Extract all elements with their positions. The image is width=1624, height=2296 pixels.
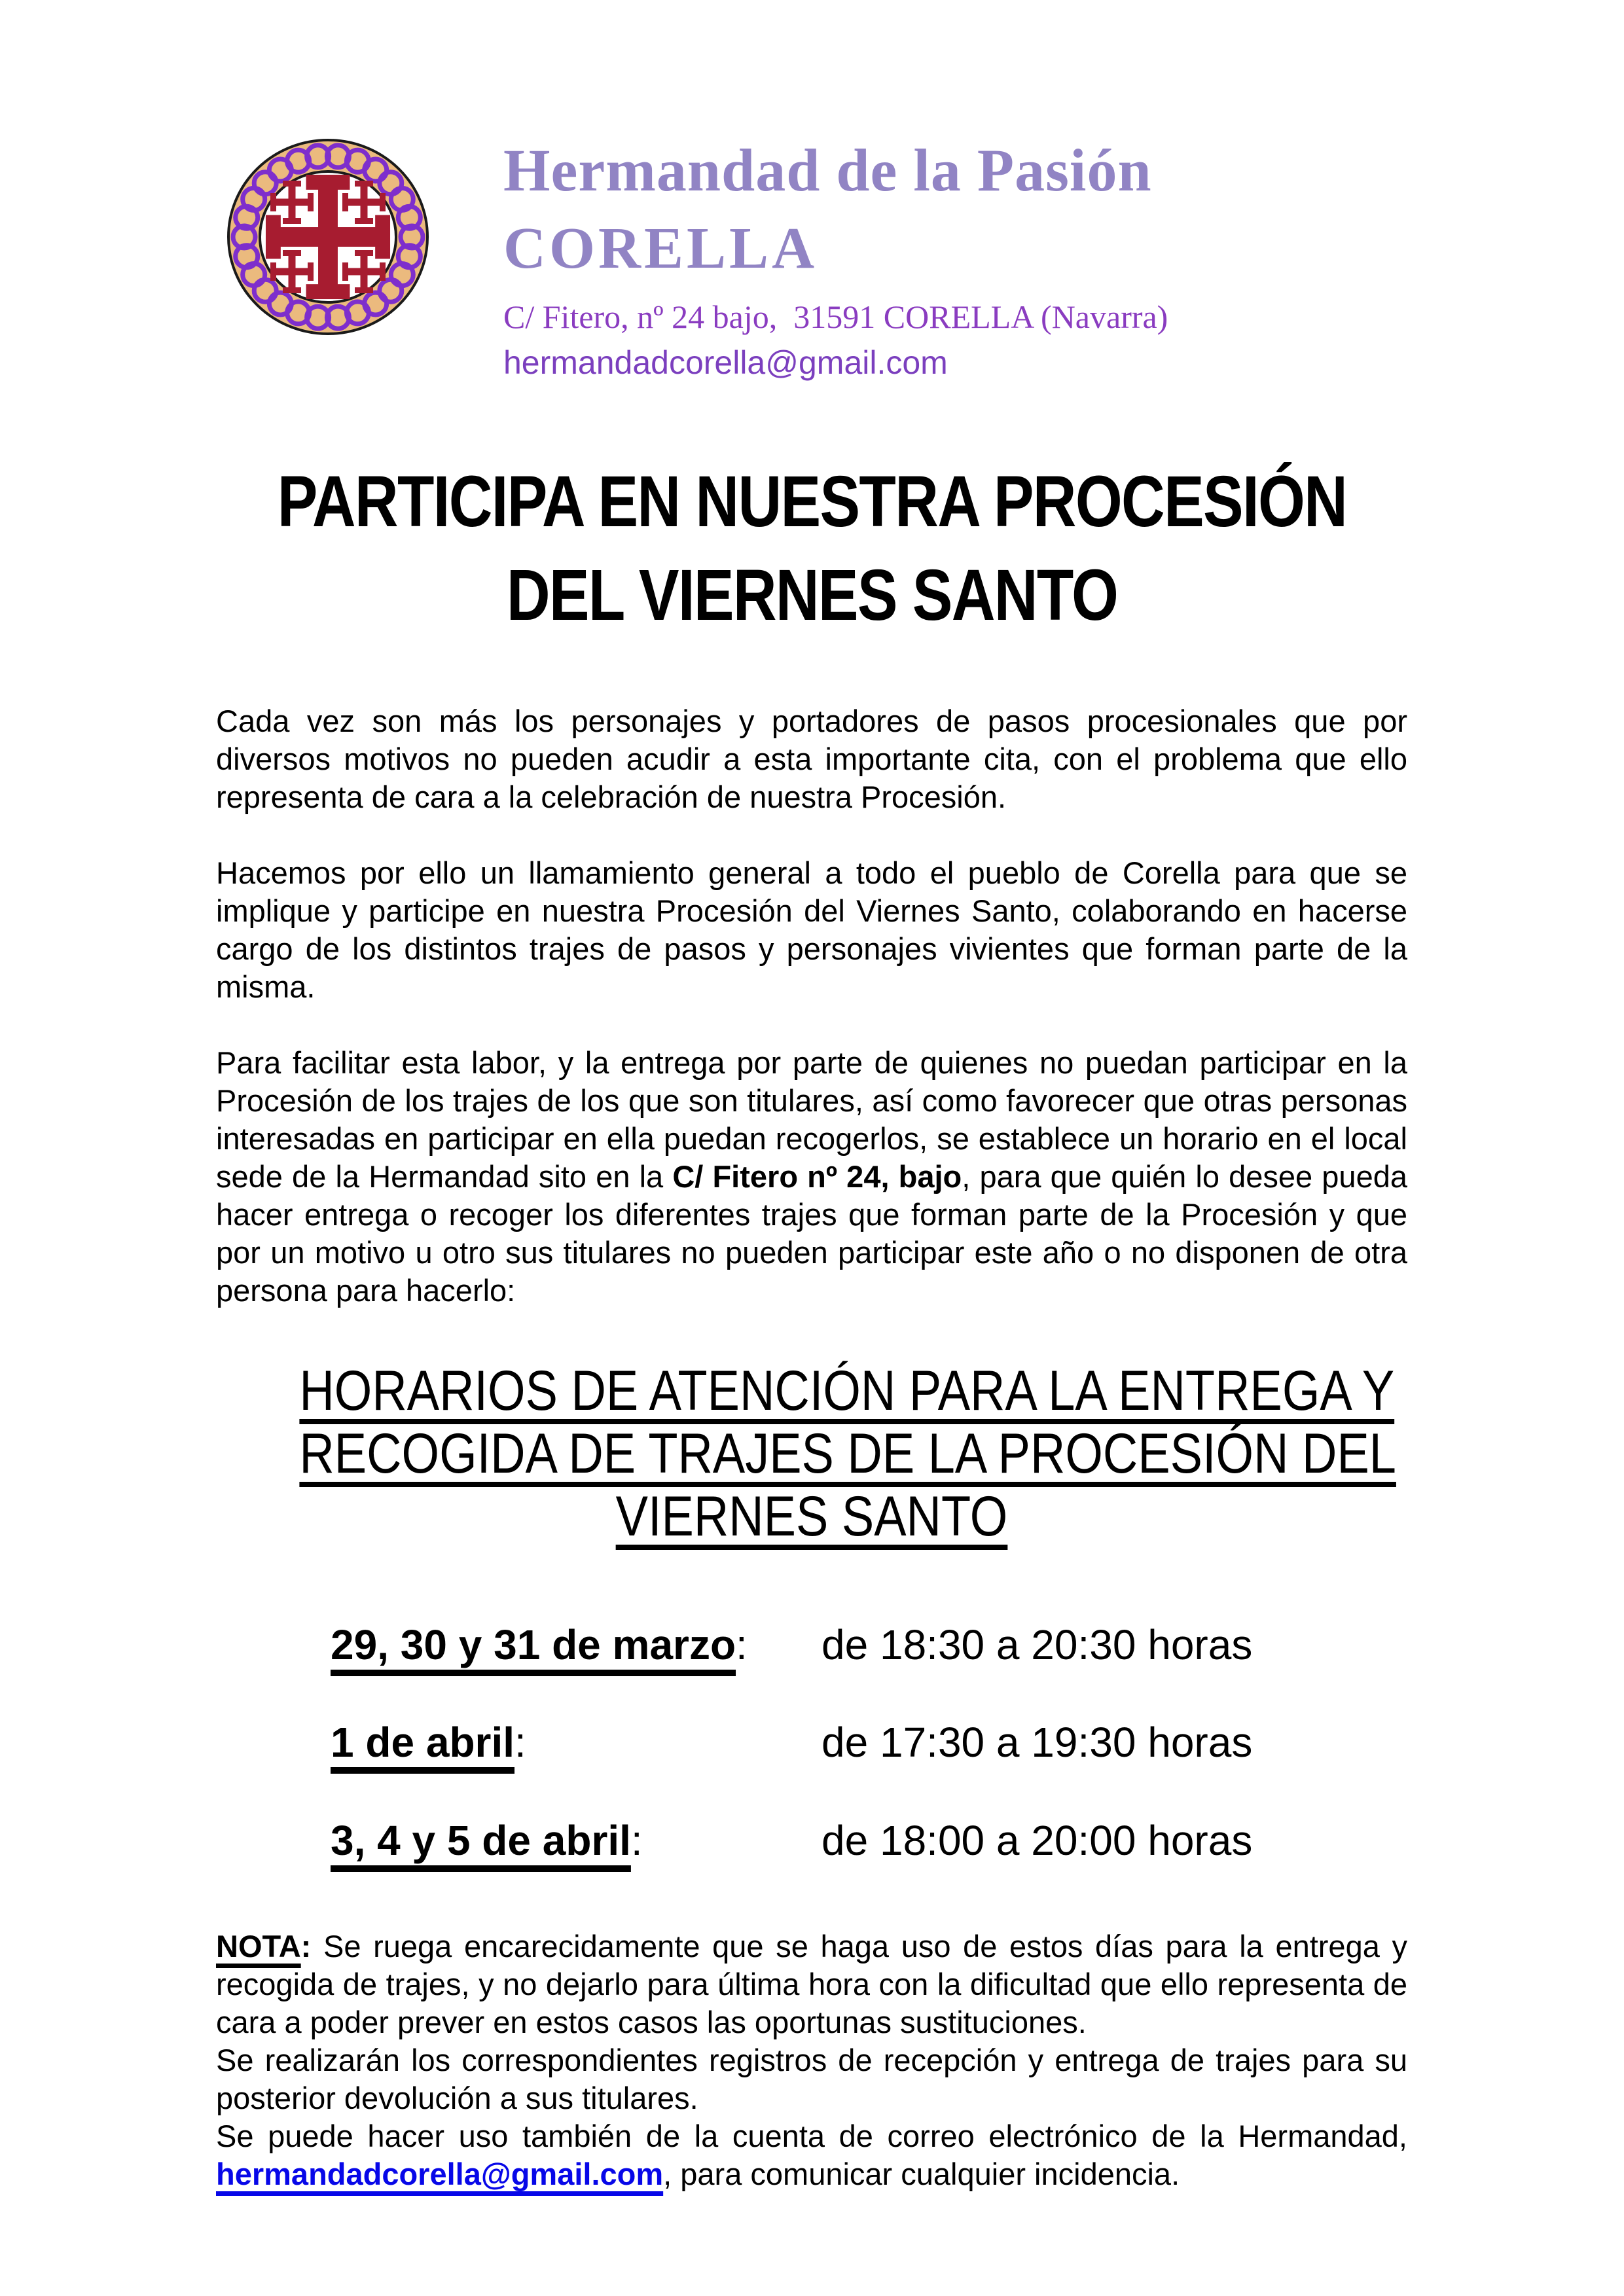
paragraph-intro: Cada vez son más los personajes y portadores de pasos procesionales que por diversos motivos no pueden acudir a esta importante cita, con el problema que ello representa de cara a la celebración de nuestra Procesión. xyxy=(216,703,1407,814)
schedule-heading xyxy=(299,1359,1396,1548)
document-body xyxy=(0,642,1624,2194)
nota-paragraph-1: NOTA: Se ruega encarecidamente que se haga uso de estos días para la entrega y recogida de trajes, y no dejarlo para última hora con la dificultad que ello representa de cara a poder prever en estos casos las oportunas sustituciones. xyxy=(216,1929,1407,2040)
schedule-heading-line2: RECOGIDA DE TRAJES DE LA PROCESIÓN DEL xyxy=(299,1422,1396,1485)
schedule-date-label: 29, 30 y 31 de marzo: xyxy=(331,1621,748,1668)
jerusalem-cross-icon xyxy=(226,137,430,336)
schedule-row-1abril xyxy=(331,1719,1407,1767)
org-city: CORELLA xyxy=(503,215,818,281)
nota-paragraph-3: Se puede hacer uso también de la cuenta de correo electrónico de la Hermandad, hermandadcorella@gmail.com, para comunicar cualquier incidencia. xyxy=(216,2119,1407,2192)
org-email-text: hermandadcorella@gmail.com xyxy=(503,344,948,381)
main-title-line1: PARTICIPA EN NUESTRA PROCESIÓN xyxy=(277,461,1347,542)
schedule-time-value: de 17:30 a 19:30 horas xyxy=(821,1719,1253,1767)
schedule-heading-line1: HORARIOS DE ATENCIÓN PARA LA ENTREGA Y xyxy=(299,1359,1395,1422)
letterhead xyxy=(0,0,1624,382)
schedule-time-value: de 18:00 a 20:00 horas xyxy=(821,1816,1253,1864)
nota-section xyxy=(216,1928,1407,2193)
nota-paragraph-2: Se realizarán los correspondientes registros de recepción y entrega de trajes para su posterior devolución a sus titulares. xyxy=(216,2043,1407,2116)
schedule-date-label: 1 de abril: xyxy=(331,1719,526,1767)
main-title xyxy=(163,455,1461,642)
schedule-list xyxy=(216,1621,1407,1865)
paragraph-horario: Para facilitar esta labor, y la entrega por parte de quienes no puedan participar en la Procesión de los trajes de los que son titulares, así como favorecer que otras personas interesadas en participar en ella puedan recogerlos, se establece un horario en el local sede de la Hermandad sito en la C/ Fitero nº 24, bajo, para que quién lo desee pueda hacer entrega o recoger los diferentes trajes que forman parte de la Procesión y que por un motivo u otro sus titulares no pueden participar este año o no disponen de otra persona para hacerlo: xyxy=(216,1045,1407,1308)
letterhead-text xyxy=(503,137,1168,382)
main-title-line2: DEL VIERNES SANTO xyxy=(506,554,1118,636)
org-address: C/ Fitero, nº 24 bajo, 31591 CORELLA (Navarra) xyxy=(503,298,1168,335)
paragraph-llamamiento: Hacemos por ello un llamamiento general a todo el pueblo de Corella para que se implique y participe en nuestra Procesión del Viernes Santo, colaborando en hacerse cargo de los distintos trajes de pasos y personajes vivientes que forman parte de la misma. xyxy=(216,855,1407,1004)
schedule-date-label: 3, 4 y 5 de abril: xyxy=(331,1816,643,1864)
email-link[interactable]: hermandadcorella@gmail.com xyxy=(216,2157,664,2192)
schedule-row-345abril xyxy=(331,1817,1407,1865)
hermandad-logo xyxy=(226,137,430,336)
schedule-time-value: de 18:30 a 20:30 horas xyxy=(821,1621,1253,1668)
schedule-heading-line3: VIERNES SANTO xyxy=(615,1484,1008,1548)
schedule-row-marzo xyxy=(331,1621,1407,1670)
org-name: Hermandad de la Pasión xyxy=(503,137,1152,204)
